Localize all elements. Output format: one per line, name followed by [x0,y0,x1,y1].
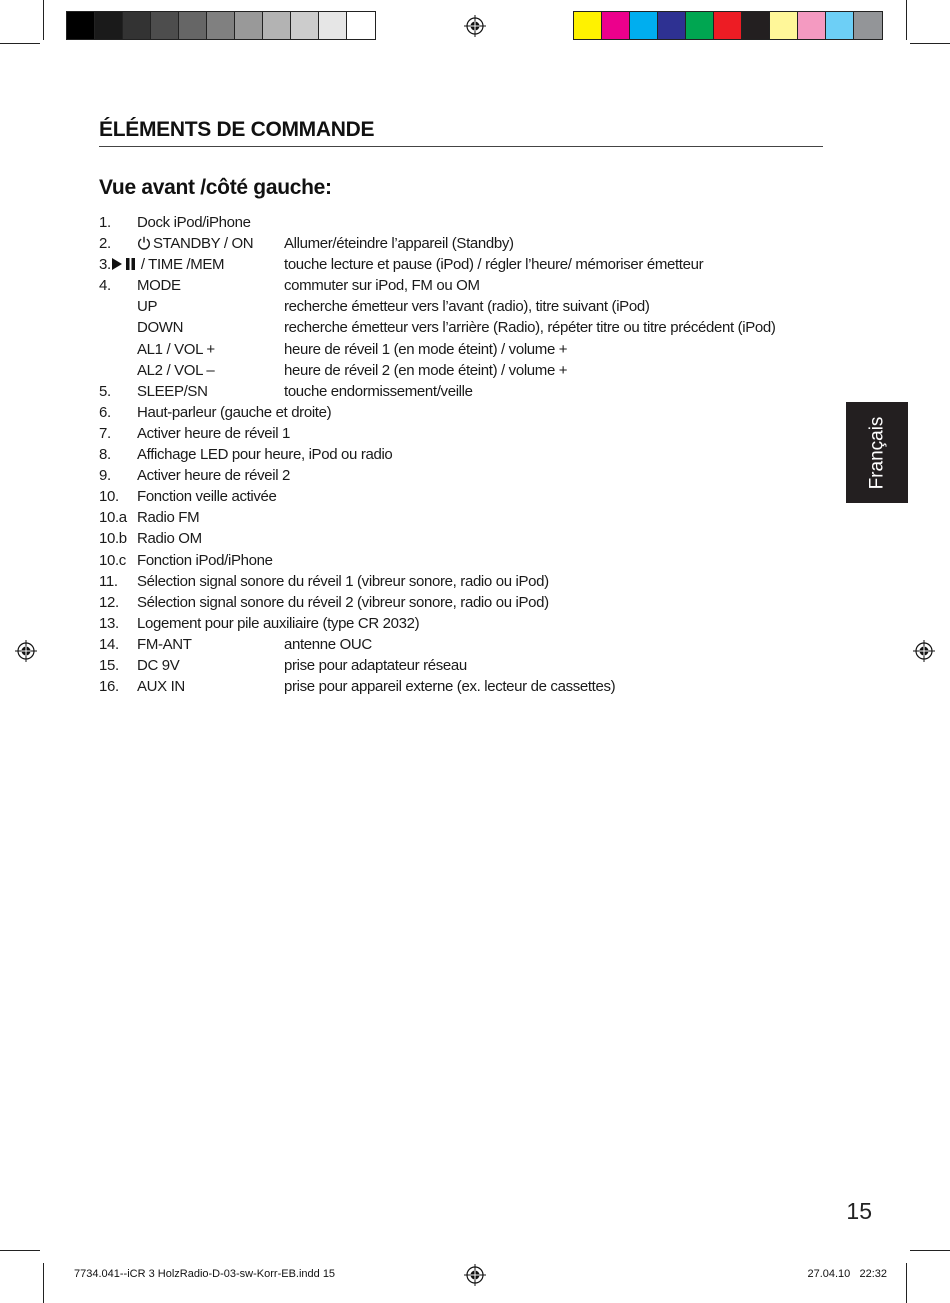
item-label-text: AL2 / VOL – [137,361,215,379]
item-label [137,592,549,613]
item-label [137,655,179,676]
list-item [99,275,819,296]
color-swatch [151,12,179,39]
item-label [137,465,290,486]
print-time: 22:32 [859,1268,887,1280]
item-number: 8. [99,446,111,464]
item-label-text: STANDBY / ON [153,235,254,253]
item-label [137,339,215,360]
list-item [99,296,819,317]
process-color-bar [573,11,883,40]
color-swatch [67,12,95,39]
item-number: 12. [99,593,119,611]
list-item [99,571,819,592]
page-number: 15 [846,1198,872,1224]
item-description: touche lecture et pause (iPod) / régler l’heure/ mémoriser émetteur [284,256,704,274]
list-item [99,550,819,571]
file-slug: 7734.041--iCR 3 HolzRadio-D-03-sw-Korr-EB.indd 15 [74,1268,336,1280]
item-label-text: Fonction iPod/iPhone [137,551,273,569]
title-underline [99,146,823,147]
color-swatch [826,12,854,39]
item-label-text: Sélection signal sonore du réveil 2 (vibreur sonore, radio ou iPod) [137,593,549,611]
item-number: 10.c [99,551,126,569]
item-number: 11. [99,572,118,590]
item-label-text: Radio FM [137,509,200,527]
item-label [137,613,419,634]
item-number: 10.b [99,530,127,548]
item-label [137,360,214,381]
color-swatch [347,12,375,39]
color-swatch [854,12,882,39]
item-description: touche endormissement/veille [284,382,473,400]
item-label-text: Radio OM [137,530,202,548]
item-label-text: Logement pour pile auxiliaire (type CR 2032) [137,614,420,632]
item-description: prise pour appareil externe (ex. lecteur de cassettes) [284,678,616,696]
controls-list [99,212,819,697]
item-description: commuter sur iPod, FM ou OM [284,277,480,295]
item-description: prise pour adaptateur réseau [284,656,467,674]
section-title: ÉLÉMENTS DE COMMANDE [99,118,375,141]
item-description: recherche émetteur vers l’arrière (Radio), répéter titre ou titre précédent (iPod) [284,319,776,337]
item-label-text: Fonction veille activée [137,488,277,506]
color-swatch [798,12,826,39]
item-number: 6. [99,403,111,421]
item-number: 10. [99,488,119,506]
item-label [137,507,199,528]
list-item [99,528,819,549]
item-number: 14. [99,635,119,653]
item-label-text: Sélection signal sonore du réveil 1 (vibreur sonore, radio ou iPod) [137,572,549,590]
item-label [137,381,208,402]
color-swatch [714,12,742,39]
item-label [137,296,157,317]
list-item [99,212,819,233]
item-number: 1. [99,214,111,231]
item-label-text: AL1 / VOL + [137,340,215,358]
color-swatch [602,12,630,39]
list-item [99,634,819,655]
registration-mark-icon [15,640,37,662]
color-swatch [574,12,602,39]
print-timestamp [807,1268,887,1280]
item-number: 7. [99,424,111,442]
list-item [99,317,819,338]
list-item [99,444,819,465]
item-label-text: Activer heure de réveil 1 [137,424,290,442]
registration-mark-icon [913,640,935,662]
list-item [99,381,819,402]
item-label [137,317,183,338]
item-label-text: SLEEP/SN [137,382,208,400]
list-item [99,402,819,423]
item-label [137,275,181,296]
item-description: heure de réveil 1 (en mode éteint) / volume + [284,340,568,358]
item-label [137,550,273,571]
list-item [99,676,819,697]
language-tab [846,402,908,503]
color-swatch [179,12,207,39]
registration-mark-icon [464,1264,486,1286]
subsection-title: Vue avant /côté gauche: [99,176,332,199]
list-item [99,423,819,444]
color-swatch [207,12,235,39]
list-item [99,592,819,613]
color-swatch [319,12,347,39]
item-number: 13. [99,614,119,632]
item-description: recherche émetteur vers l’avant (radio), titre suivant (iPod) [284,298,650,316]
item-label-text: / TIME /MEM [137,256,225,274]
list-item [99,254,819,275]
color-swatch [291,12,319,39]
item-label-text: Dock iPod/iPhone [137,214,251,231]
list-item [99,507,819,528]
item-description: antenne OUC [284,635,372,653]
item-number: 4. [99,277,111,295]
item-label [137,486,277,507]
list-item [99,486,819,507]
registration-mark-icon [464,15,486,37]
item-number: 9. [99,467,111,485]
color-swatch [95,12,123,39]
item-label-text: UP [137,298,158,316]
grayscale-color-bar [66,11,376,40]
item-label [137,402,331,423]
list-item [99,655,819,676]
item-description: Allumer/éteindre l’appareil (Standby) [284,235,514,253]
power-icon [137,236,151,250]
item-label-text: AUX IN [137,678,185,696]
color-swatch [123,12,151,39]
item-label [137,212,251,233]
print-date: 27.04.10 [807,1268,851,1280]
color-swatch [235,12,263,39]
item-label [137,634,192,655]
item-label [137,676,185,697]
color-swatch [742,12,770,39]
item-label-text: MODE [137,277,181,295]
color-swatch [658,12,686,39]
item-label-text: Activer heure de réveil 2 [137,467,290,485]
list-item [99,339,819,360]
item-label-text: Haut-parleur (gauche et droite) [137,403,332,421]
item-number: 16. [99,678,119,696]
item-number: 5. [99,382,111,400]
item-label-text: DC 9V [137,656,180,674]
item-label [137,571,549,592]
item-label [137,233,253,254]
item-description: heure de réveil 2 (en mode éteint) / volume + [284,361,568,379]
list-item [99,465,819,486]
color-swatch [686,12,714,39]
item-label [137,528,202,549]
list-item [99,360,819,381]
color-swatch [263,12,291,39]
color-swatch [770,12,798,39]
item-number: 3. [99,256,111,274]
list-item [99,233,819,254]
item-label-text: Affichage LED pour heure, iPod ou radio [137,446,393,464]
item-label [137,444,392,465]
play-pause-icon [111,258,137,270]
list-item [99,613,819,634]
item-number: 15. [99,656,119,674]
item-number: 10.a [99,509,127,527]
color-swatch [630,12,658,39]
item-label [137,423,290,444]
item-number: 2. [99,235,111,253]
item-label [111,254,224,275]
language-tab-label: Français [866,416,888,489]
item-label-text: DOWN [137,319,184,337]
item-label-text: FM-ANT [137,635,192,653]
